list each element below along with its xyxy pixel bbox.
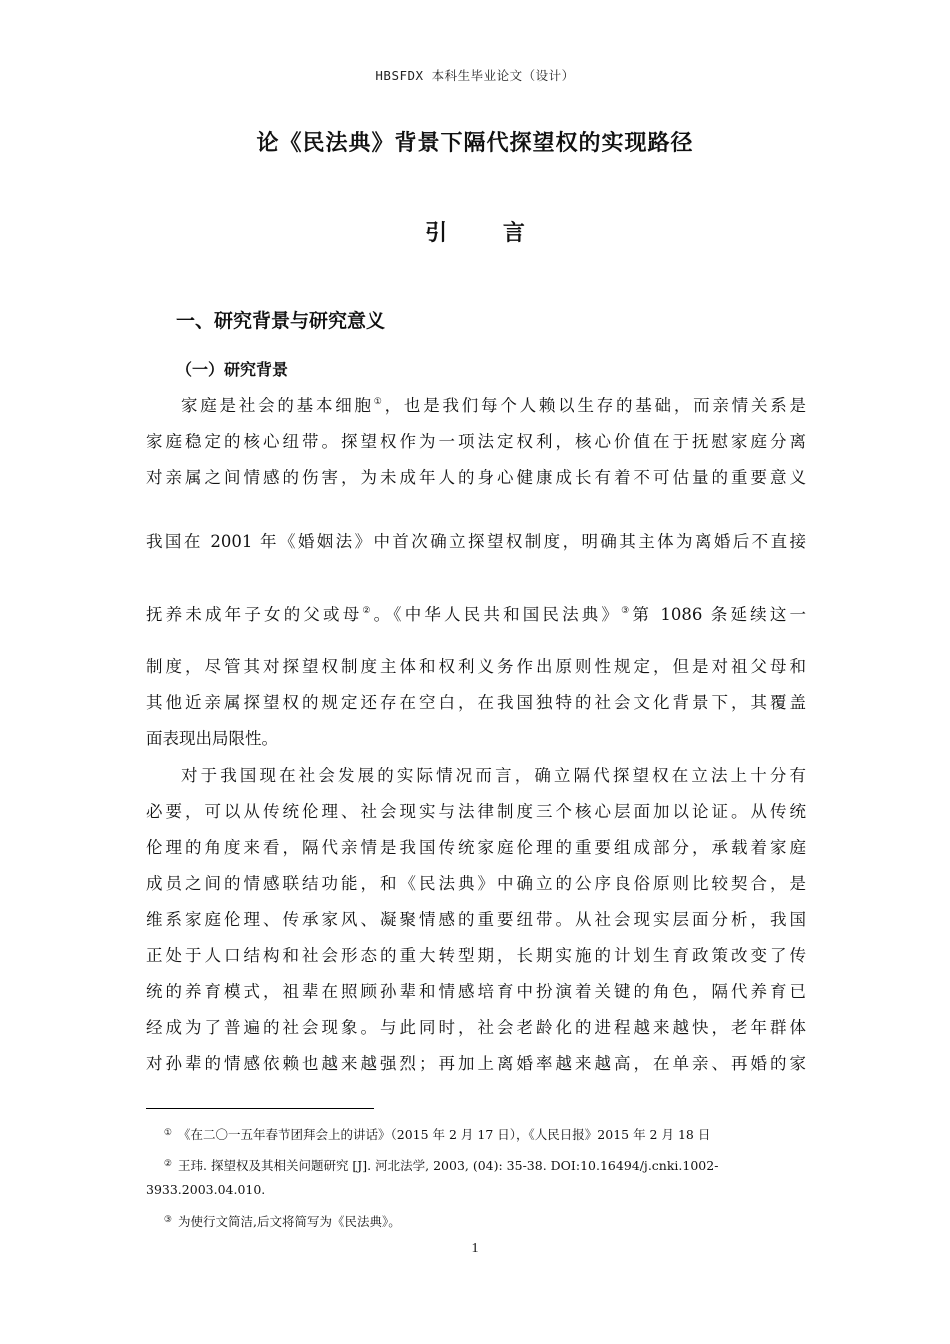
footnote-ref-1[interactable]: ① <box>373 397 385 407</box>
body-line: 成员之间的情感联结功能，和《民法典》中确立的公序良俗原则比较契合，是 <box>146 874 806 893</box>
body-line: 伦理的角度来看，隔代亲情是我国传统家庭伦理的重要组成部分，承载着家庭 <box>146 838 806 857</box>
body-line: 对孙辈的情感依赖也越来越强烈；再加上离婚率越来越高，在单亲、再婚的家 <box>146 1054 806 1073</box>
body-line: 面表现出局限性。 <box>146 729 278 748</box>
footnote-3: ③ 为使行文简洁,后文将简写为《民法典》。 <box>163 1214 401 1229</box>
body-line: 制度，尽管其对探望权制度主体和权利义务作出原则性规定，但是对祖父母和 <box>146 657 806 676</box>
page-number: 1 <box>471 1241 479 1256</box>
body-line: 正处于人口结构和社会形态的重大转型期，长期实施的计划生育政策改变了传 <box>146 946 806 965</box>
footnote-separator <box>146 1108 374 1109</box>
running-header: HBSFDX 本科生毕业论文（设计） <box>375 68 575 83</box>
body-line: 家庭是社会的基本细胞①，也是我们每个人赖以生存的基础，而亲情关系是 <box>181 396 807 415</box>
body-line: 统的养育模式，祖辈在照顾孙辈和情感培育中扮演着关键的角色，隔代养育已 <box>146 982 806 1001</box>
paper-title: 论《民法典》背景下隔代探望权的实现路径 <box>256 131 694 156</box>
body-line: 经成为了普遍的社会现象。与此同时，社会老龄化的进程越来越快，老年群体 <box>146 1018 806 1037</box>
footnote-1: ① 《在二〇一五年春节团拜会上的讲话》（2015 年 2 月 17 日），《人民日报》2015 年 2 月 18 日 <box>163 1127 711 1142</box>
body-line: 维系家庭伦理、传承家风、凝聚情感的重要纽带。从社会现实层面分析，我国 <box>146 910 806 929</box>
footnote-2-continuation: 3933.2003.04.010. <box>146 1182 266 1197</box>
subsection-heading: （一）研究背景 <box>176 360 289 379</box>
body-line: 其他近亲属探望权的规定还存在空白，在我国独特的社会文化背景下，其覆盖 <box>146 693 806 712</box>
footnote-ref-2[interactable]: ② <box>362 606 374 616</box>
footnote-2: ② 王玮. 探望权及其相关问题研究 [J]. 河北法学, 2003, (04): 35-38. DOI:10.16494/j.cnki.1002- <box>163 1158 719 1173</box>
body-line: 对亲属之间情感的伤害，为未成年人的身心健康成长有着不可估量的重要意义 <box>146 468 806 487</box>
body-line: 对于我国现在社会发展的实际情况而言，确立隔代探望权在立法上十分有 <box>181 766 806 785</box>
intro-heading: 引 言 <box>425 221 549 246</box>
body-line: 必要，可以从传统伦理、社会现实与法律制度三个核心层面加以论证。从传统 <box>146 802 806 821</box>
body-line: 抚养未成年子女的父或母②。《中华人民共和国民法典》③第 1086 条延续这一 <box>146 605 807 624</box>
section-heading: 一、研究背景与研究意义 <box>176 310 386 332</box>
body-line: 家庭稳定的核心纽带。探望权作为一项法定权利，核心价值在于抚慰家庭分离 <box>146 432 806 451</box>
footnote-ref-3[interactable]: ③ <box>621 606 633 616</box>
body-line: 我国在 2001 年《婚姻法》中首次确立探望权制度，明确其主体为离婚后不直接 <box>146 532 806 551</box>
